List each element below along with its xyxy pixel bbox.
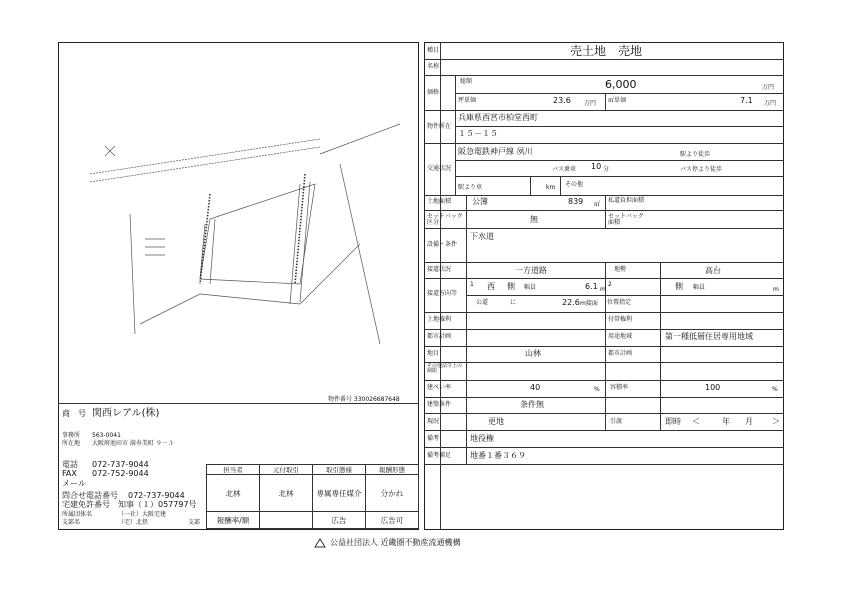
- road-contact-label: に: [510, 299, 517, 306]
- remarks-label: 備考: [427, 435, 440, 442]
- price-value: 6,000: [605, 78, 637, 91]
- category-label: 種目: [427, 47, 440, 54]
- other-label: その他: [565, 181, 584, 188]
- sqm-label: ㎡単価: [608, 97, 627, 104]
- road-public: 公道: [476, 299, 489, 306]
- facilities-label: 設備・条件: [427, 241, 458, 248]
- branch-suffix: 支部: [188, 519, 201, 526]
- tsubo-label: 坪単価: [458, 97, 477, 104]
- setback-value: 無: [530, 215, 538, 224]
- handover-lt: ＜: [692, 417, 700, 426]
- tsubo-unit: 万円: [584, 100, 597, 107]
- far-unit: %: [772, 386, 778, 393]
- road2-width-label: 幅員: [693, 284, 706, 291]
- location-label: 物件所在: [427, 123, 452, 130]
- land-area-unit: ㎡: [594, 201, 601, 208]
- other-restrict-label: その他法令上の制限: [427, 363, 463, 374]
- land-cat-label: 地目: [427, 350, 440, 357]
- car-label: 駅より車: [458, 184, 483, 191]
- land-area-label: 土地面積: [427, 198, 452, 205]
- road2-num: 2: [608, 281, 612, 288]
- bcr-unit: %: [594, 386, 600, 393]
- private-road-label: 私道負担面積: [608, 197, 645, 204]
- sqm-value: 7.1: [740, 96, 753, 105]
- handover-year: 年: [722, 417, 730, 426]
- site-map: [60, 44, 417, 392]
- bcr-value: 40: [530, 383, 541, 392]
- listing-title: 売土地 売地: [570, 44, 643, 58]
- remarks2-value: 地番１番３６９: [470, 451, 526, 460]
- footer-text: 公益社団法人 近畿圏不動産流通機構: [330, 538, 461, 547]
- usage-right-label: 土地権利: [427, 316, 452, 323]
- terrain-label: 地勢: [614, 266, 627, 273]
- license-label: 宅建免許番号: [62, 500, 110, 509]
- designation-label: 位置指定: [607, 299, 632, 306]
- fax-value: 072-752-9044: [92, 469, 149, 478]
- trade-name: 関西レアル(株): [92, 408, 160, 419]
- far-label: 容積率: [610, 384, 629, 391]
- footer-logo-icon: [314, 538, 326, 548]
- current-right-label: 付帯権利: [608, 316, 633, 323]
- road2-side: 側: [675, 282, 683, 291]
- station: 阪急電鉄神戸線 夙川: [458, 147, 533, 156]
- status-label: 現況: [427, 418, 440, 425]
- company-address: 大阪府池田市 満寿美町 ９－３: [92, 440, 174, 447]
- price-label: 価格: [427, 89, 440, 96]
- road1-width-label: 幅員: [524, 284, 537, 291]
- tel-value: 072-737-9044: [92, 460, 149, 469]
- road1-side: 側: [507, 282, 515, 291]
- agent-value: 北林: [260, 475, 313, 512]
- handover-value: 即時: [665, 417, 681, 426]
- city-plan2-label: 都市計画: [608, 350, 633, 357]
- station-note: 駅より徒歩: [680, 151, 711, 158]
- agent-value: 北林: [207, 475, 260, 512]
- use-zone-label: 用途地域: [608, 333, 633, 340]
- building-cond-value: 条件無: [520, 400, 544, 409]
- city-plan-label: 都市計画: [427, 333, 452, 340]
- setback-label: セットバック区分: [427, 213, 463, 226]
- assoc-value: （一社）大阪宅建: [118, 511, 167, 518]
- handover-label: 引渡: [610, 418, 623, 425]
- trade-label: 商 号: [62, 409, 86, 418]
- road1-unit: m: [600, 286, 606, 293]
- agent-value: 分かれ: [366, 475, 419, 512]
- property-id: 物件番号 330026687648: [328, 396, 400, 403]
- road1-num: 1: [470, 281, 474, 288]
- agent-value: 専属専任媒介: [313, 475, 366, 512]
- branch-label: 支部名: [62, 519, 81, 526]
- bus-label: バス乗車: [552, 166, 577, 173]
- fax-label: FAX: [62, 469, 77, 478]
- agent-header: 担当者: [207, 465, 260, 475]
- building-cond-label: 建築条件: [427, 401, 452, 408]
- road2-unit: m: [773, 286, 779, 293]
- land-area-type: 公簿: [472, 197, 488, 206]
- use-zone-value: 第一種低層住居専用地域: [665, 332, 753, 341]
- far-value: 100: [705, 383, 721, 392]
- road1-width: 6.1: [585, 282, 598, 291]
- road-status-value: 一方道路: [515, 266, 547, 275]
- contact-label: 問合せ電話番号: [62, 491, 118, 500]
- road-contact-unit: m接面: [580, 300, 598, 307]
- setback-area-label: セットバック面積: [608, 213, 644, 226]
- terrain-value: 高台: [705, 266, 721, 275]
- handover-gt: ＞: [772, 417, 780, 426]
- address-line2: １５－１５: [458, 129, 498, 138]
- office-label: 事務所: [62, 432, 81, 439]
- bus-minutes: 10: [591, 162, 602, 171]
- facilities-value: 下水道: [470, 232, 494, 241]
- tsubo-value: 23.6: [553, 96, 571, 105]
- tel-label: 電話: [62, 460, 78, 469]
- status-value: 更地: [488, 417, 504, 426]
- agent-header: 報酬形態: [366, 465, 419, 475]
- transport-label: 交通状況: [427, 165, 452, 172]
- road-contact-value: 22.6: [562, 298, 580, 307]
- handover-month: 月: [745, 417, 753, 426]
- license-value: 知事（１）057797号: [118, 500, 197, 509]
- agent-header: 元付取引: [260, 465, 313, 475]
- ad-value: 広告可: [366, 512, 419, 529]
- bcr-label: 建ぺい率: [427, 384, 452, 391]
- bus-unit: 分: [603, 166, 610, 173]
- remarks-value: 地役権: [470, 434, 494, 443]
- name-label: 名称: [427, 63, 440, 70]
- fee-value: [260, 512, 313, 529]
- price-unit: 万円: [762, 84, 775, 91]
- branch-value: （宅）北摂: [118, 519, 149, 526]
- fee-label: 報酬率/額: [207, 512, 260, 529]
- agent-header: 取引態様: [313, 465, 366, 475]
- mail-label: メール: [62, 479, 86, 488]
- land-area-value: 839: [568, 197, 584, 206]
- postal-code: 563-0041: [92, 432, 121, 439]
- assoc-label: 所属団体名: [62, 511, 93, 518]
- road1-dir: 西: [487, 282, 495, 291]
- land-cat-value: 山林: [525, 349, 541, 358]
- road-status-label: 接道状況: [427, 266, 452, 273]
- contact-tel: 072-737-9044: [128, 491, 185, 500]
- agent-table: [206, 464, 419, 529]
- car-unit: km: [546, 184, 556, 191]
- remarks2-label: 備考補足: [427, 452, 452, 459]
- road-dir-label: 接道方向等: [427, 290, 458, 297]
- sqm-unit: 万円: [764, 100, 777, 107]
- address-line1: 兵庫県西宮市柏堂西町: [458, 113, 538, 122]
- address-label: 所在地: [62, 440, 81, 447]
- price-sub-label: 総額: [460, 78, 473, 85]
- bus-walk-label: バス停より徒歩: [680, 166, 723, 173]
- ad-label: 広告: [313, 512, 366, 529]
